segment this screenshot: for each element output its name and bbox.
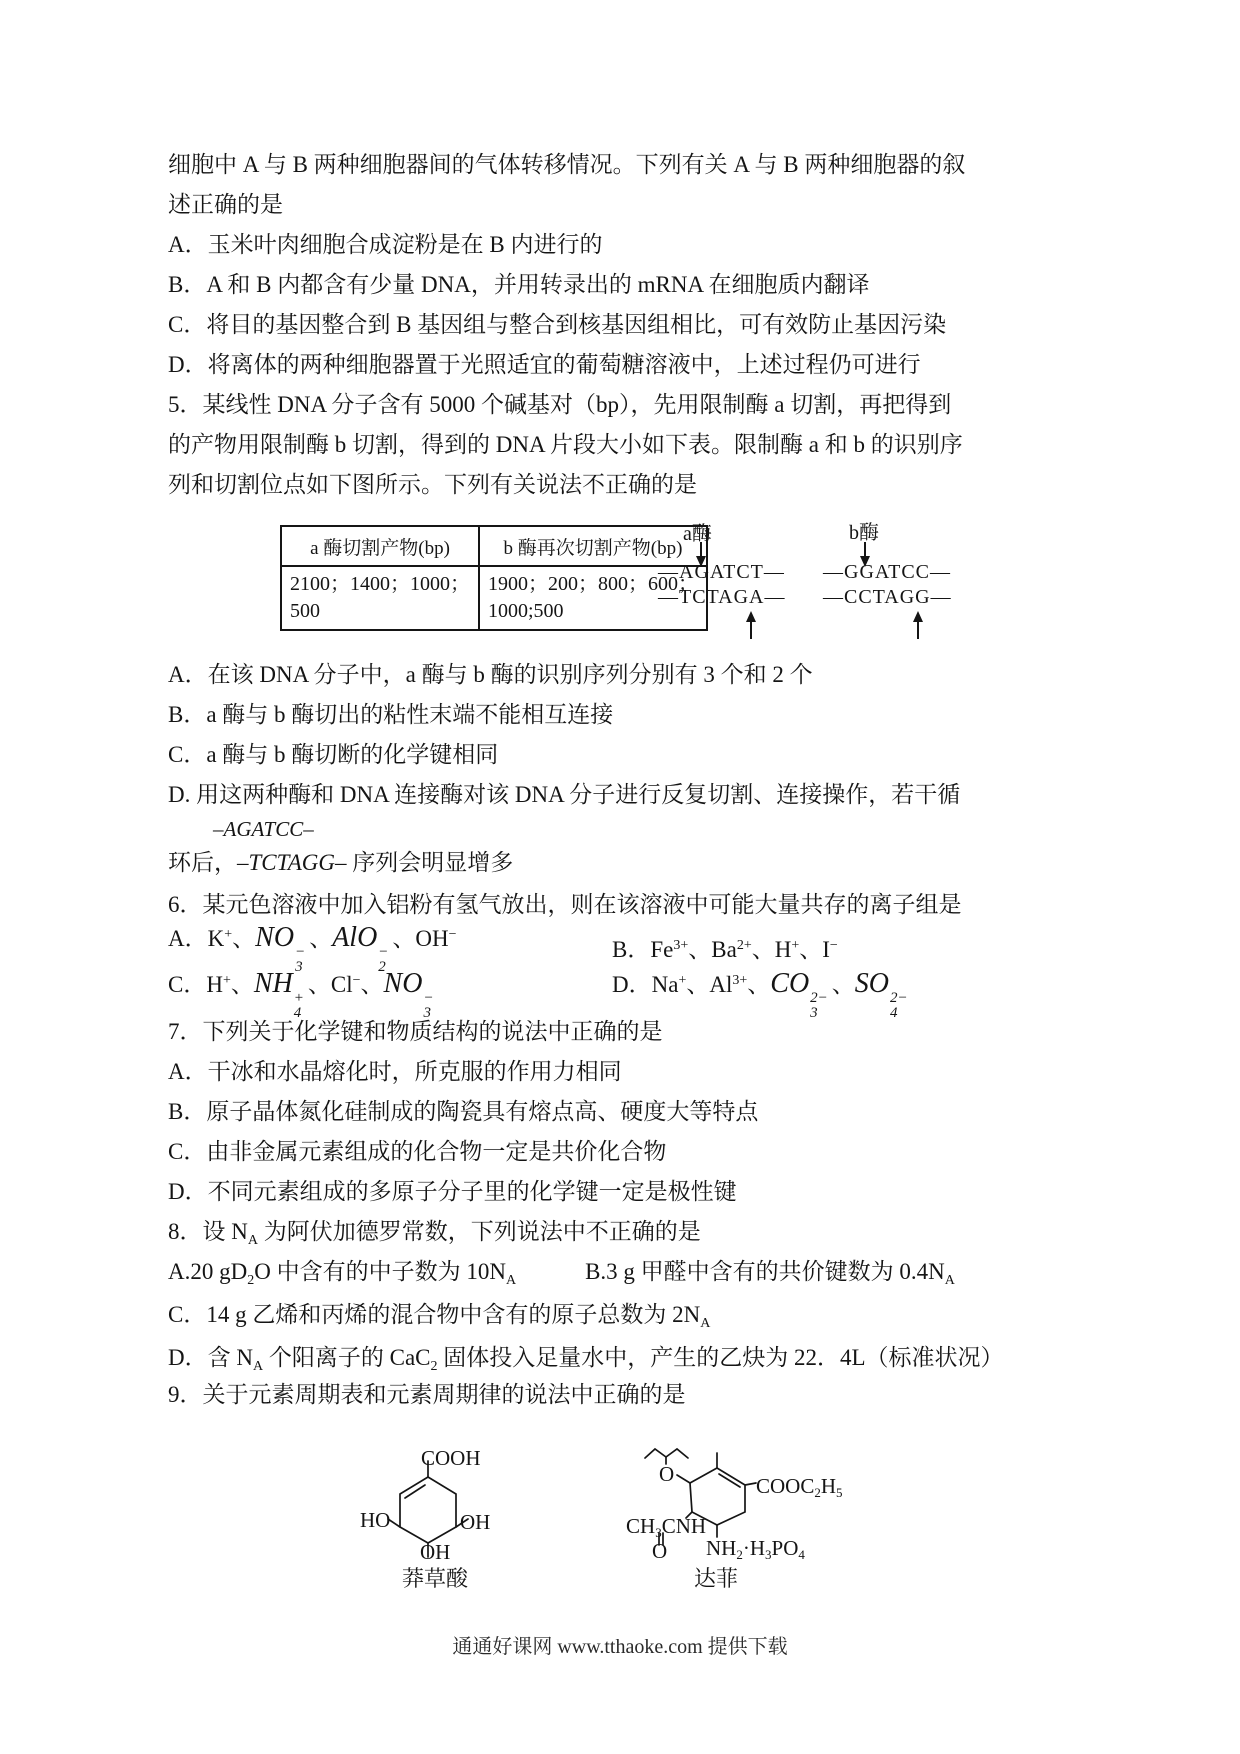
shikimic-ho-label: HO [360,1508,391,1532]
tamiflu-amine-salt-label: $NH_2\cdot H_3PO_4$ [706,1536,805,1562]
q9-figure [0,1420,1240,1630]
q8-stem: 8．设 $N_A$ 为阿伏加德罗常数，下列说法中不正确的是 [168,1219,701,1248]
q4-option-a: A．玉米叶肉细胞合成淀粉是在 B 内进行的 [168,232,603,257]
enzyme-b-label: b酶 [849,522,879,544]
question-5-stem [168,385,1118,505]
shikimic-caption: 莽草酸 [402,1566,469,1591]
arrow-up-icon [911,611,925,639]
q5-stem-line-3: 列和切割位点如下图所示。下列有关说法不正确的是 [168,472,697,497]
q7-option-c: C．由非金属元素组成的化合物一定是共价化合物 [168,1139,667,1164]
enzyme-b-cut-arrow-up [911,611,925,639]
q5-option-d-seq-top: –AGATCC– [213,817,314,841]
shikimic-cooh-label: COOH [421,1446,481,1470]
q9-stem: 9．关于元素周期表和元素周期律的说法中正确的是 [168,1382,686,1407]
q5-fragment-table [280,525,708,631]
q5-figure [0,505,1240,655]
question-6-block [168,885,1118,1021]
q5-table-cell-a: 2100；1400；1000； 500 [281,566,479,630]
question-8-block [168,1212,1118,1378]
q5-option-d-tail: 环后，–TCTAGG– 序列会明显增多 [168,850,514,875]
q6-option-c: C．H+、NH + 4 、Cl−、NO − 3 [168,967,434,1021]
q5-stem-line-1: 5．某线性 DNA 分子含有 5000 个碱基对（bp），先用限制酶 a 切割，再把得到 [168,392,952,417]
q5-option-b: B．a 酶与 b 酶切出的粘性末端不能相互连接 [168,702,614,727]
q4-stem-line-2: 述正确的是 [168,192,283,217]
q6-option-d: D．Na+、$Al^{3+}$、CO 2− 3 、SO 2− 4 [612,967,908,1021]
enzyme-b-top-strand: —GGATCC— [823,561,952,583]
q7-option-d: D．不同元素组成的多原子分子里的化学键一定是极性键 [168,1179,737,1204]
q6-options-row-2 [168,967,1118,1021]
q7-stem: 7．下列关于化学键和物质结构的说法中正确的是 [168,1019,663,1044]
q7-option-a: A．干冰和水晶熔化时，所克服的作用力相同 [168,1059,622,1084]
q4-option-d: D．将离体的两种细胞器置于光照适宜的葡萄糖溶液中，上述过程仍可进行 [168,352,921,377]
q4-stem-line-1: 细胞中 A 与 B 两种细胞器间的气体转移情况。下列有关 A 与 B 两种细胞器的叙 [168,152,966,177]
q4-option-c: C．将目的基因整合到 B 基因组与整合到核基因组相比，可有效防止基因污染 [168,312,947,337]
question-4-block [168,145,1118,385]
q5-table-header-a: a 酶切割产物(bp) [281,526,479,566]
q5-stem-line-2: 的产物用限制酶 b 切割，得到的 DNA 片段大小如下表。限制酶 a 和 b 的识别序 [168,432,963,457]
q5-table-header-b: b 酶再次切割产物(bp) [479,526,707,566]
q6-option-b: B．$Fe^{3+}$、$Ba^{2+}$、H+、I− [612,936,838,962]
tamiflu-ester-label: $COOC_2H_5$ [756,1474,843,1500]
tamiflu-acetamido-label: $CH_3CNH$ [626,1514,707,1540]
question-5-options [168,655,1118,883]
q4-option-b: B．A 和 B 内都含有少量 DNA，并用转录出的 mRNA 在细胞质内翻译 [168,272,870,297]
shikimic-oh-bottom-label: OH [420,1540,451,1564]
q6-stem: 6．某元色溶液中加入铝粉有氢气放出，则在该溶液中可能大量共存的离子组是 [168,892,962,917]
page-footer: 通通好课网 www.tthaoke.com 提供下载 [452,1636,788,1658]
q5-table-cell-b: 1900；200；800；600； 1000;500 [479,566,707,630]
tamiflu-caption: 达菲 [694,1566,739,1591]
q7-option-b: B．原子晶体氮化硅制成的陶瓷具有熔点高、硬度大等特点 [168,1099,759,1124]
q5-option-d: D. 用这两种酶和 DNA 连接酶对该 DNA 分子进行反复切割、连接操作，若干循 [168,782,961,807]
tamiflu-carbonyl-o-label: O [652,1539,668,1563]
enzyme-a-bottom-strand: —TCTAGA— [658,586,786,608]
q8-option-d: D．含 $N_A$ 个阳离子的 CaC$_2$ 固体投入足量水中，产生的乙炔为 22．4L（标准状况） [168,1345,1004,1374]
q5-option-a: A．在该 DNA 分子中，a 酶与 b 酶的识别序列分别有 3 个和 2 个 [168,662,813,687]
q8-options-a-b: A.20 $gD_2O$ 中含有的中子数为 $10N_A$ B.3 g 甲醛中含有的共价键数为 $0.4N_A$ [168,1259,955,1288]
q6-options-row-1 [168,921,1118,975]
arrow-up-icon [744,611,758,639]
enzyme-b-bottom-strand: —CCTAGG— [823,586,952,608]
enzyme-a-label: a酶 [683,523,712,545]
enzyme-a-top-strand: —AGATCT— [658,561,785,583]
tamiflu-ether-o-label: O [659,1462,675,1486]
enzyme-a-cut-arrow-up [744,611,758,639]
shikimic-oh-right-label: OH [460,1510,491,1534]
q8-option-c: C．14 g 乙烯和丙烯的混合物中含有的原子总数为 $2N_A$ [168,1302,711,1331]
q5-option-c: C．a 酶与 b 酶切断的化学键相同 [168,742,499,767]
question-7-block [168,1012,1118,1212]
q6-option-a: A．K+、NO − 3 、AlO − 2 、OH− [168,921,457,975]
question-9-block [168,1375,1118,1415]
